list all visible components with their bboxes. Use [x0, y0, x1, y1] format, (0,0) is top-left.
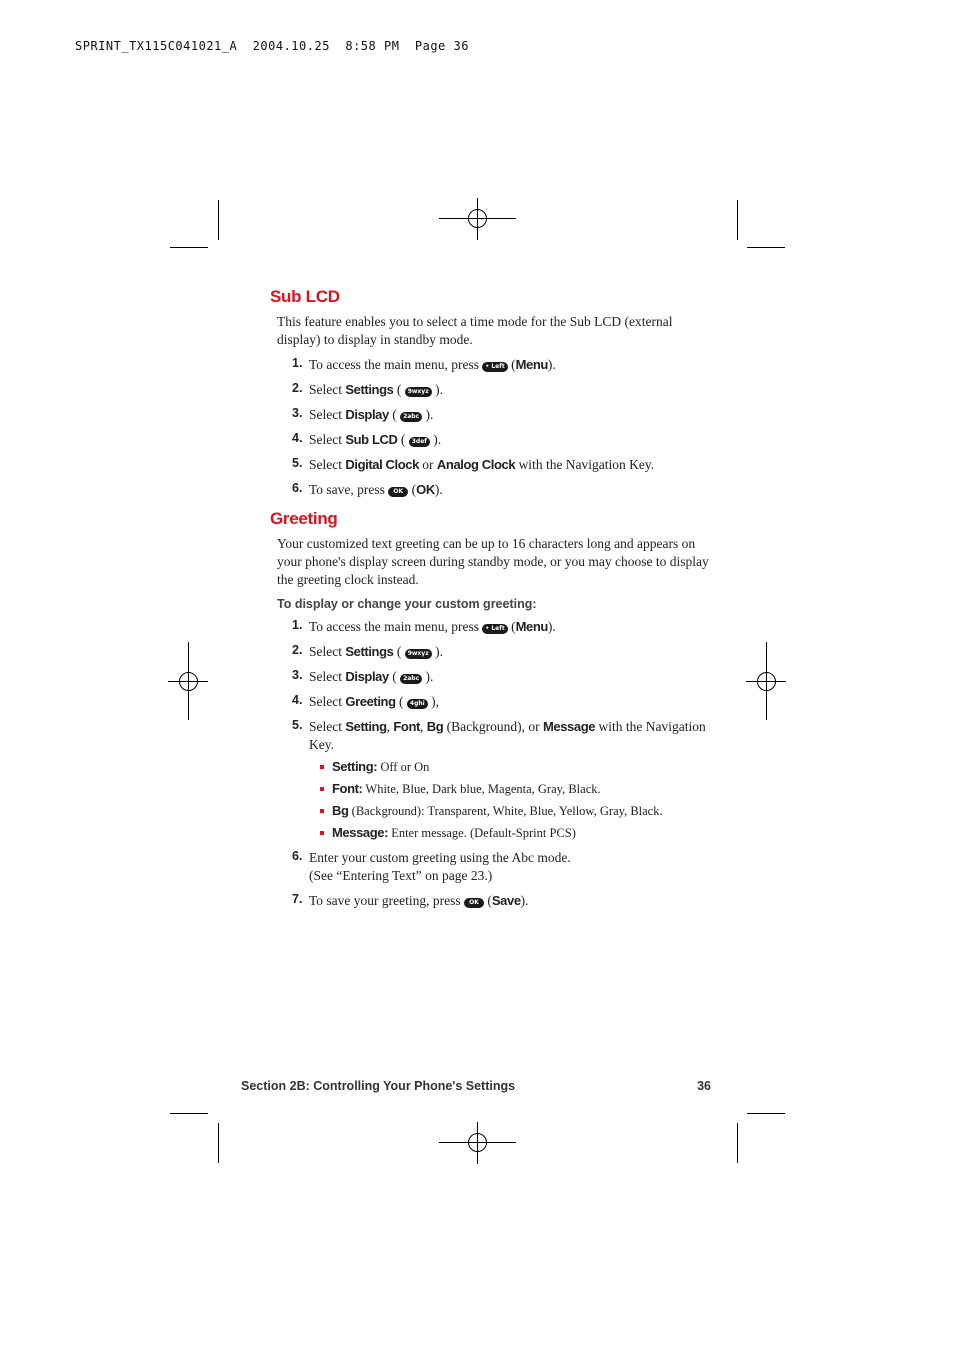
greeting-heading: Greeting [270, 509, 338, 528]
list-item: Setting: Off or On [309, 758, 710, 776]
key-2-icon: 2abc [400, 674, 422, 684]
list-item: 1. To access the main menu, press • Left (Menu). [292, 356, 556, 372]
list-item: 6. Enter your custom greeting using the Abc mode. (See “Entering Text” on page 23.) [292, 849, 571, 883]
list-item: 3. Select Display ( 2abc ). [292, 668, 434, 684]
greeting-subhead: To display or change your custom greeting: [277, 597, 537, 611]
list-item: 4. Select Greeting ( 4ghi ), [292, 693, 439, 709]
ok-key-icon: OK [388, 487, 408, 497]
page-number: 36 [697, 1079, 711, 1093]
sub-lcd-heading: Sub LCD [270, 287, 340, 306]
list-item: 3. Select Display ( 2abc ). [292, 406, 434, 422]
print-header: SPRINT_TX115C041021_A 2004.10.25 8:58 PM Page 36 [75, 39, 469, 53]
list-item: 5. Select Setting, Font, Bg (Background), or Message with the Navigation Key. Setting: Off or On Font: White, Blue, Dark blue, Magenta, Gray, Black. Bg (Background): Transparent, White, Blue, Yellow, Gray, Black. Message: Enter message. (Default-Sprint PCS) [270, 718, 710, 842]
key-9-icon: 9wxyz [405, 649, 432, 659]
list-item: 5. Select Digital Clock or Analog Clock with the Navigation Key. [292, 456, 655, 472]
left-softkey-icon: • Left [482, 624, 507, 634]
greeting-intro: Your customized text greeting can be up to 16 characters long and appears on your phone's display screen during standby mode, or you may choose to display the greeting clock instead. [277, 536, 709, 587]
key-3-icon: 3def [409, 437, 430, 447]
list-item: 2. Select Settings ( 9wxyz ). [292, 381, 443, 397]
page-footer [241, 1079, 711, 1093]
list-item: Font: White, Blue, Dark blue, Magenta, Gray, Black. [309, 780, 710, 798]
list-item: 7. To save your greeting, press OK (Save). [292, 892, 529, 908]
greeting-options [309, 758, 710, 842]
page-content [270, 287, 710, 910]
list-item: 1. To access the main menu, press • Left (Menu). [292, 618, 556, 634]
sub-lcd-steps [270, 356, 710, 499]
key-4-icon: 4ghi [407, 699, 428, 709]
footer-section-title: Section 2B: Controlling Your Phone's Settings [241, 1079, 516, 1093]
ok-key-icon: OK [464, 898, 484, 908]
list-item: Bg (Background): Transparent, White, Blue, Yellow, Gray, Black. [309, 802, 710, 820]
left-softkey-icon: • Left [482, 362, 507, 372]
greeting-steps [270, 618, 710, 910]
list-item: 2. Select Settings ( 9wxyz ). [292, 643, 443, 659]
key-2-icon: 2abc [400, 412, 422, 422]
list-item: 4. Select Sub LCD ( 3def ). [292, 431, 442, 447]
sub-lcd-intro: This feature enables you to select a time mode for the Sub LCD (external display) to display in standby mode. [277, 314, 673, 347]
list-item: 6. To save, press OK (OK). [292, 481, 443, 497]
key-9-icon: 9wxyz [405, 387, 432, 397]
list-item: Message: Enter message. (Default-Sprint PCS) [309, 824, 710, 842]
